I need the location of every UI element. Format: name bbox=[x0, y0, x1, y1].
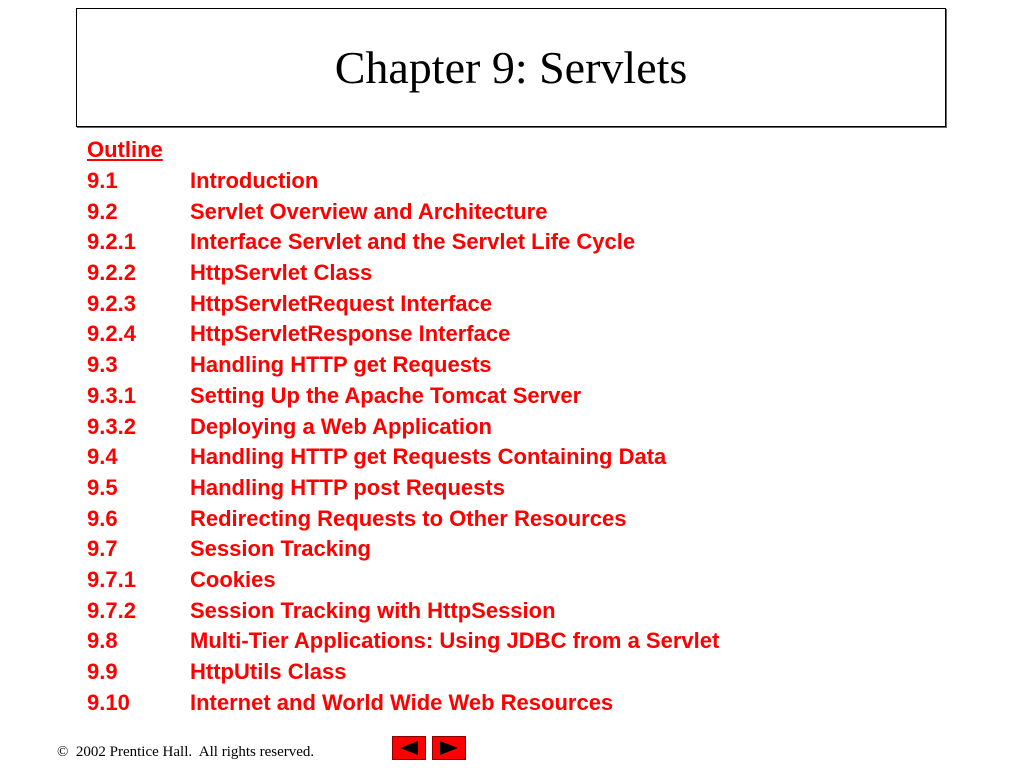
outline-item bbox=[87, 626, 719, 657]
outline-item-text: Cookies bbox=[190, 566, 276, 592]
outline-item bbox=[87, 319, 719, 350]
outline-item-number: 9.2.1 bbox=[87, 229, 136, 255]
outline-item-text: Internet and World Wide Web Resources bbox=[190, 689, 614, 715]
outline-item-text: Multi-Tier Applications: Using JDBC from a Servlet bbox=[190, 628, 720, 654]
outline-item-text: HttpServletResponse Interface bbox=[190, 321, 511, 347]
outline-item bbox=[87, 565, 719, 596]
outline-item-number: 9.10 bbox=[87, 689, 130, 715]
outline-item bbox=[87, 289, 719, 320]
outline-item bbox=[87, 473, 719, 504]
outline-item-number: 9.5 bbox=[87, 474, 118, 500]
outline-item-text: Introduction bbox=[190, 168, 319, 193]
outline-item bbox=[87, 534, 719, 565]
outline-item bbox=[87, 504, 719, 535]
outline-item-text: Handling HTTP post Requests bbox=[190, 474, 505, 500]
outline-item-number: 9.4 bbox=[87, 444, 118, 470]
outline-item-text: Session Tracking with HttpSession bbox=[190, 597, 556, 623]
outline-item bbox=[87, 227, 719, 258]
outline-item-number: 9.8 bbox=[87, 628, 118, 654]
outline-item-number: 9.3.2 bbox=[87, 413, 136, 439]
outline-item-text: HttpServlet Class bbox=[190, 260, 373, 286]
outline-list bbox=[87, 166, 719, 718]
outline-item bbox=[87, 596, 719, 627]
outline-item-number: 9.2 bbox=[87, 198, 118, 224]
outline-item bbox=[87, 442, 719, 473]
outline-item bbox=[87, 197, 719, 228]
outline-item-number: 9.7 bbox=[87, 536, 118, 562]
outline-item-number: 9.2.4 bbox=[87, 321, 136, 347]
outline-item-number: 9.2.2 bbox=[87, 260, 136, 286]
copyright-footer: © 2002 Prentice Hall. All rights reserved. bbox=[57, 744, 315, 760]
slide-navigation bbox=[392, 736, 466, 760]
outline-item-text: Setting Up the Apache Tomcat Server bbox=[190, 382, 582, 408]
outline-item-number: 9.9 bbox=[87, 659, 118, 684]
slide-title: Chapter 9: Servlets bbox=[334, 41, 688, 93]
outline-item bbox=[87, 258, 719, 289]
outline-item-text: Handling HTTP get Requests bbox=[190, 352, 492, 378]
outline-item bbox=[87, 688, 719, 719]
outline-item-number: 9.6 bbox=[87, 505, 118, 531]
outline-item-number: 9.1 bbox=[87, 168, 118, 193]
outline-item bbox=[87, 166, 719, 197]
title-box bbox=[76, 8, 946, 127]
outline-item-text: Session Tracking bbox=[190, 536, 371, 562]
previous-slide-button[interactable] bbox=[392, 736, 426, 760]
next-slide-button[interactable] bbox=[432, 736, 466, 760]
outline-item-text: Deploying a Web Application bbox=[190, 413, 492, 439]
outline-item bbox=[87, 412, 719, 443]
outline-item-number: 9.7.2 bbox=[87, 597, 136, 623]
outline-item-number: 9.3 bbox=[87, 352, 118, 378]
right-arrow-icon bbox=[438, 740, 460, 756]
outline-item-text: Redirecting Requests to Other Resources bbox=[190, 505, 627, 531]
outline-item-text: HttpUtils Class bbox=[190, 659, 347, 684]
outline-item-text: HttpServletRequest Interface bbox=[190, 290, 492, 316]
left-arrow-icon bbox=[398, 740, 420, 756]
outline-item-text: Interface Servlet and the Servlet Life Cycle bbox=[190, 229, 636, 255]
outline-heading: Outline bbox=[87, 137, 163, 162]
outline-item-text: Servlet Overview and Architecture bbox=[190, 198, 548, 224]
outline-item-number: 9.2.3 bbox=[87, 290, 136, 316]
outline-item bbox=[87, 657, 719, 688]
outline-item bbox=[87, 381, 719, 412]
outline-item-text: Handling HTTP get Requests Containing Data bbox=[190, 444, 667, 470]
outline-item-number: 9.3.1 bbox=[87, 382, 136, 408]
outline-item bbox=[87, 350, 719, 381]
outline-item-number: 9.7.1 bbox=[87, 566, 136, 592]
